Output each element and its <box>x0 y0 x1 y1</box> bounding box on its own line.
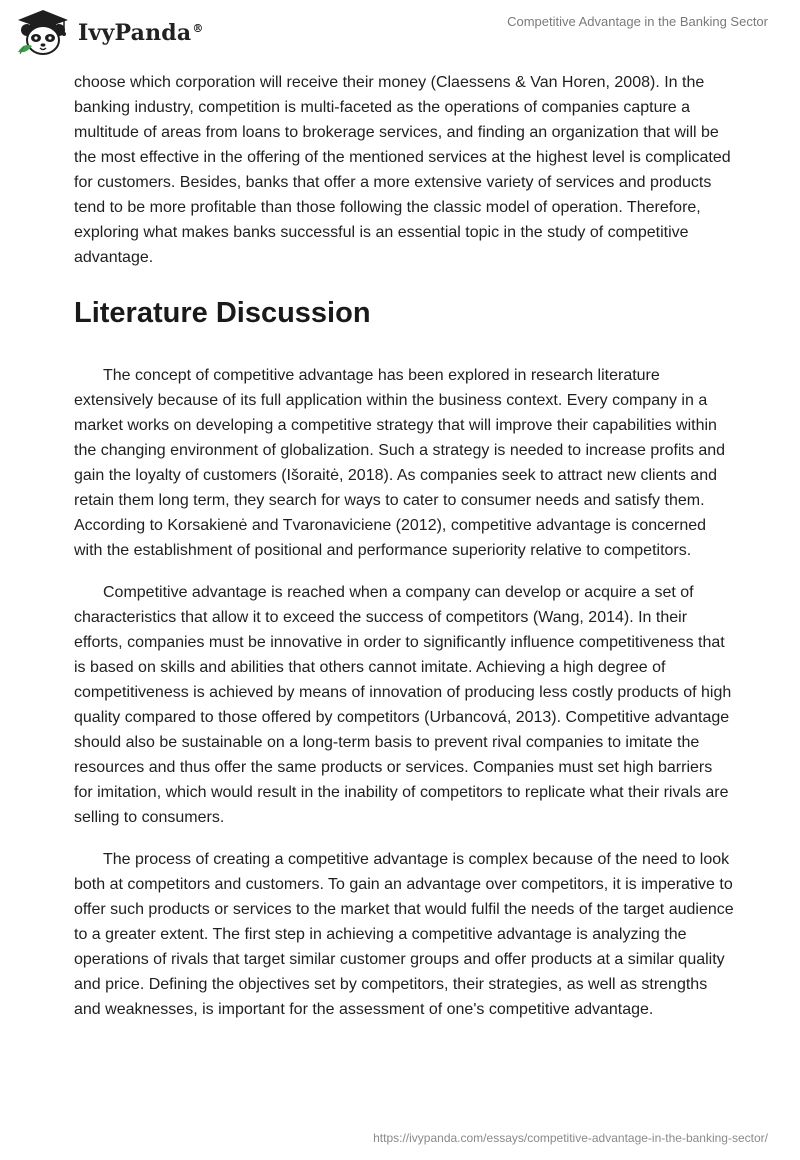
panda-graduation-cap-icon <box>14 8 72 58</box>
body-paragraph: The concept of competitive advantage has been explored in research literature extensively because of its full application within the business context. Every company in a market works on developing a competitive strategy that will improve their capabilities within the changing environment of globalization. Such a strategy is needed to increase profits and gain the loyalty of customers (Išoraitė, 2018). As companies seek to attract new clients and retain them long term, they search for ways to cater to consumer needs and satisfy them. According to Korsakienė and Tvaronaviciene (2012), competitive advantage is concerned with the establishment of positional and performance superiority relative to competitors. <box>74 367 726 559</box>
essay-content <box>74 70 734 1022</box>
body-paragraph: Competitive advantage is reached when a company can develop or acquire a set of characteristics that allow it to exceed the success of competitors (Wang, 2014). In their efforts, companies must be innovative in order to significantly influence competitiveness that is based on skills and abilities that others cannot imitate. Achieving a high degree of competitiveness is achieved by means of innovation of producing less costly products of high quality compared to those offered by competitors (Urbancová, 2013). Competitive advantage should also be sustainable on a long-term basis to prevent rival companies to imitate the resources and thus offer the same products or services. Companies must set high barriers for imitation, which would result in the inability of competitors to replicate what their rivals are selling to consumers. <box>74 584 732 826</box>
registered-mark: ® <box>192 21 204 35</box>
page-header <box>0 0 800 70</box>
body-paragraph: The process of creating a competitive advantage is complex because of the need to look both at competitors and customers. To gain an advantage over competitors, it is imperative to offer such products or services to the market that would fulfil the needs of the target audience to a greater extent. The first step in achieving a competitive advantage is analyzing the operations of rivals that target similar customer groups and offer products at a similar quality and price. Defining the objectives set by competitors, their strategies, as well as strengths and weaknesses, is important for the assessment of one's competitive advantage. <box>74 851 734 1018</box>
source-url[interactable]: https://ivypanda.com/essays/competitive-advantage-in-the-banking-sector/ <box>373 1131 768 1145</box>
document-title: Competitive Advantage in the Banking Sector <box>507 14 768 29</box>
logo-text <box>78 20 204 46</box>
intro-paragraph: choose which corporation will receive their money (Claessens & Van Horen, 2008). In the banking industry, competition is multi-faceted as the operations of companies capture a multitude of areas from loans to brokerage services, and finding an organization that will be the most effective in the offering of the mentioned services at the highest level is complicated for customers. Besides, banks that offer a more extensive variety of services and products tend to be more profitable than those following the classic model of operation. Therefore, exploring what makes banks successful is an essential topic in the study of competitive advantage. <box>74 74 731 266</box>
section-heading: Literature Discussion <box>74 297 371 329</box>
logo-wordmark: IvyPanda <box>78 20 192 46</box>
ivypanda-logo[interactable] <box>14 8 204 58</box>
